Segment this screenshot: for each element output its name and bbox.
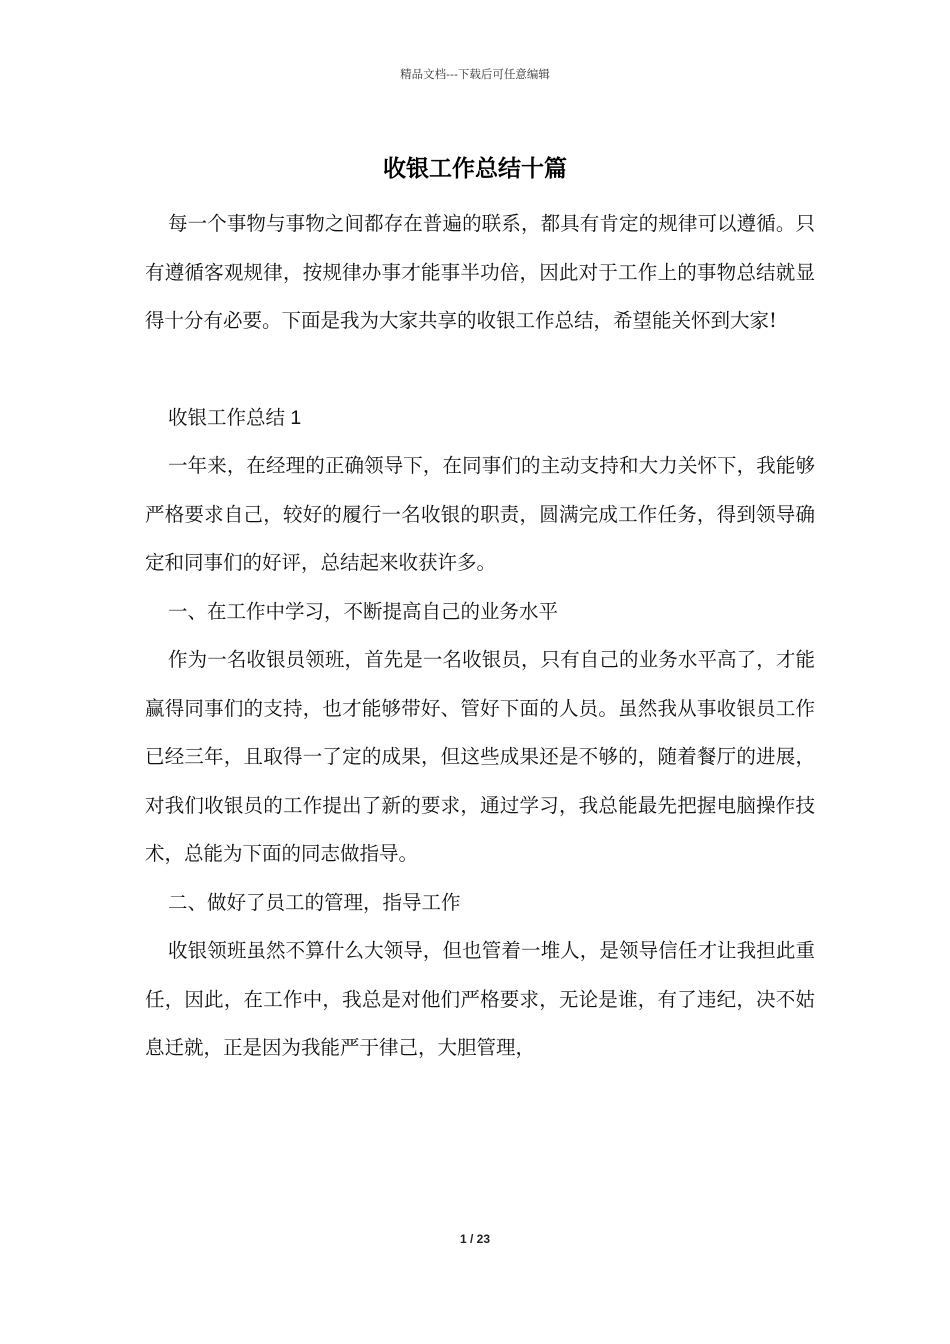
intro-paragraph: 每一个事物与事物之间都存在普遍的联系，都具有肯定的规律可以遵循。只有遵循客观规律，按规律办事才能事半功倍，因此对于工作上的事物总结就显得十分有必要。下面是我为大家共享的收银工作总结，希望能关怀到大家! [145, 212, 815, 332]
page-header: 精品文档---下载后可任意编辑 [400, 67, 550, 81]
item-heading-2: 二、做好了员工的管理，指导工作 [168, 890, 461, 914]
paragraph: 作为一名收银员领班，首先是一名收银员，只有自己的业务水平高了，才能赢得同事们的支持，也才能够带好、管好下面的人员。虽然我从事收银员工作已经三年，且取得一了定的成果，但这些成果还是不够的，随着餐厅的进展，对我们收银员的工作提出了新的要求，通过学习，我总能最先把握电脑操作技术，总能为下面的同志做指导。 [145, 648, 815, 865]
item-heading-1: 一、在工作中学习，不断提高自己的业务水平 [168, 599, 559, 623]
paragraph: 收银领班虽然不算什么大领导，但也管着一堆人，是领导信任才让我担此重任，因此，在工作中，我总是对他们严格要求，无论是谁，有了违纪，决不姑息迁就，正是因为我能严于律己，大胆管理， [145, 939, 815, 1059]
paragraph: 一年来，在经理的正确领导下，在同事们的主动支持和大力关怀下，我能够严格要求自己，较好的履行一名收银的职责，圆满完成工作任务，得到领导确定和同事们的好评，总结起来收获许多。 [145, 454, 815, 574]
document-body [145, 200, 815, 1073]
section-heading: 收银工作总结 1 [168, 406, 302, 429]
page-number: 1 / 23 [459, 1232, 491, 1246]
document-title: 收银工作总结十篇 [383, 156, 567, 182]
